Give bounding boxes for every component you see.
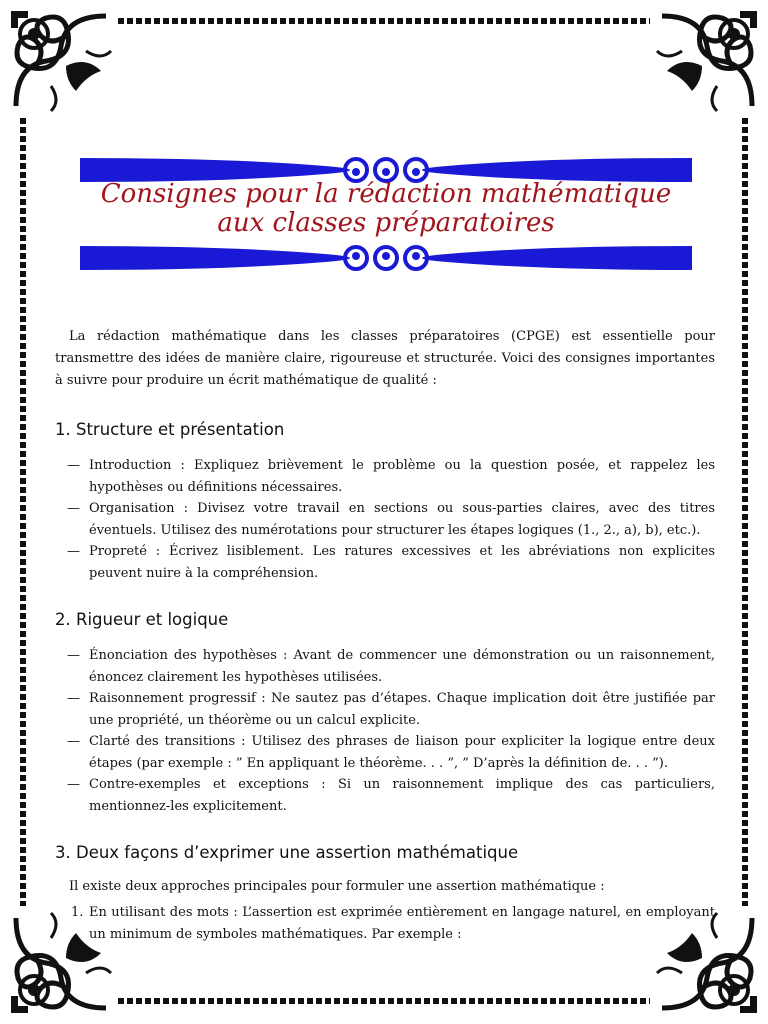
dash-bullet: — <box>67 458 80 473</box>
list-item: — Raisonnement progressif : Ne sautez pas d’étapes. Chaque implication doit être justifiée par une propriété, un théorème ou un calcul explicite. <box>55 688 715 731</box>
dash-bullet: — <box>67 734 80 749</box>
list-item: — Clarté des transitions : Utilisez des phrases de liaison pour expliciter la logique entre deux étapes (par exemple : ” En appliquant le théorème. . . ”, ” D’après la définition de. . . ”). <box>55 731 715 774</box>
dash-bullet: — <box>67 777 80 792</box>
frame-right-border <box>742 118 748 906</box>
title-ornament-bottom <box>80 242 692 272</box>
page-title <box>80 180 692 238</box>
numbered-list <box>55 902 715 945</box>
dash-bullet: — <box>67 544 80 559</box>
list-item: — Énonciation des hypothèses : Avant de commencer une démonstration ou un raisonnement, énoncez clairement les hypothèses utilisées. <box>55 645 715 688</box>
intro-paragraph: La rédaction mathématique dans les classes préparatoires (CPGE) est essentielle pour transmettre des idées de manière claire, rigoureuse et structurée. Voici des consignes importantes à suivre pour produire un écrit mathématique de qualité : <box>55 329 715 388</box>
dash-bullet: — <box>67 501 80 516</box>
numbered-item: 1. En utilisant des mots : L’assertion est exprimée entièrement en langage naturel, en employant un minimum de symboles mathématiques. Par exemple : <box>71 905 715 942</box>
frame-top-border <box>118 18 650 24</box>
list-item: — Propreté : Écrivez lisiblement. Les ratures excessives et les abréviations non explicites peuvent nuire à la compréhension. <box>55 541 715 584</box>
frame-bottom-border <box>118 998 650 1004</box>
frame-left-border <box>20 118 26 906</box>
section-heading-rigueur: 2. Rigueur et logique <box>55 610 229 629</box>
list-item: — Introduction : Expliquez brièvement le problème ou la question posée, et rappelez les hypothèses ou définitions nécessaires. <box>55 455 715 498</box>
section-list-structure <box>55 455 715 584</box>
corner-ornament-top-left <box>6 6 118 118</box>
section-lead: Il existe deux approches principales pour formuler une assertion mathématique : <box>69 879 605 894</box>
corner-ornament-top-right <box>650 6 762 118</box>
section-heading-structure: 1. Structure et présentation <box>55 420 285 439</box>
dash-bullet: — <box>67 648 80 663</box>
list-item: — Organisation : Divisez votre travail en sections ou sous-parties claires, avec des titres éventuels. Utilisez des numérotations pour structurer les étapes logiques (1., 2., a), b), etc.). <box>55 498 715 541</box>
document-body <box>55 326 715 945</box>
list-item: — Contre-exemples et exceptions : Si un raisonnement implique des cas particuliers, mentionnez-les explicitement. <box>55 774 715 817</box>
section-heading-assertion: 3. Deux façons d’exprimer une assertion mathématique <box>55 843 519 862</box>
section-list-rigueur <box>55 645 715 817</box>
title-line-2: aux classes préparatoires <box>217 208 555 238</box>
title-line-1: Consignes pour la rédaction mathématique <box>100 179 672 209</box>
title-block <box>80 156 692 274</box>
dash-bullet: — <box>67 691 80 706</box>
